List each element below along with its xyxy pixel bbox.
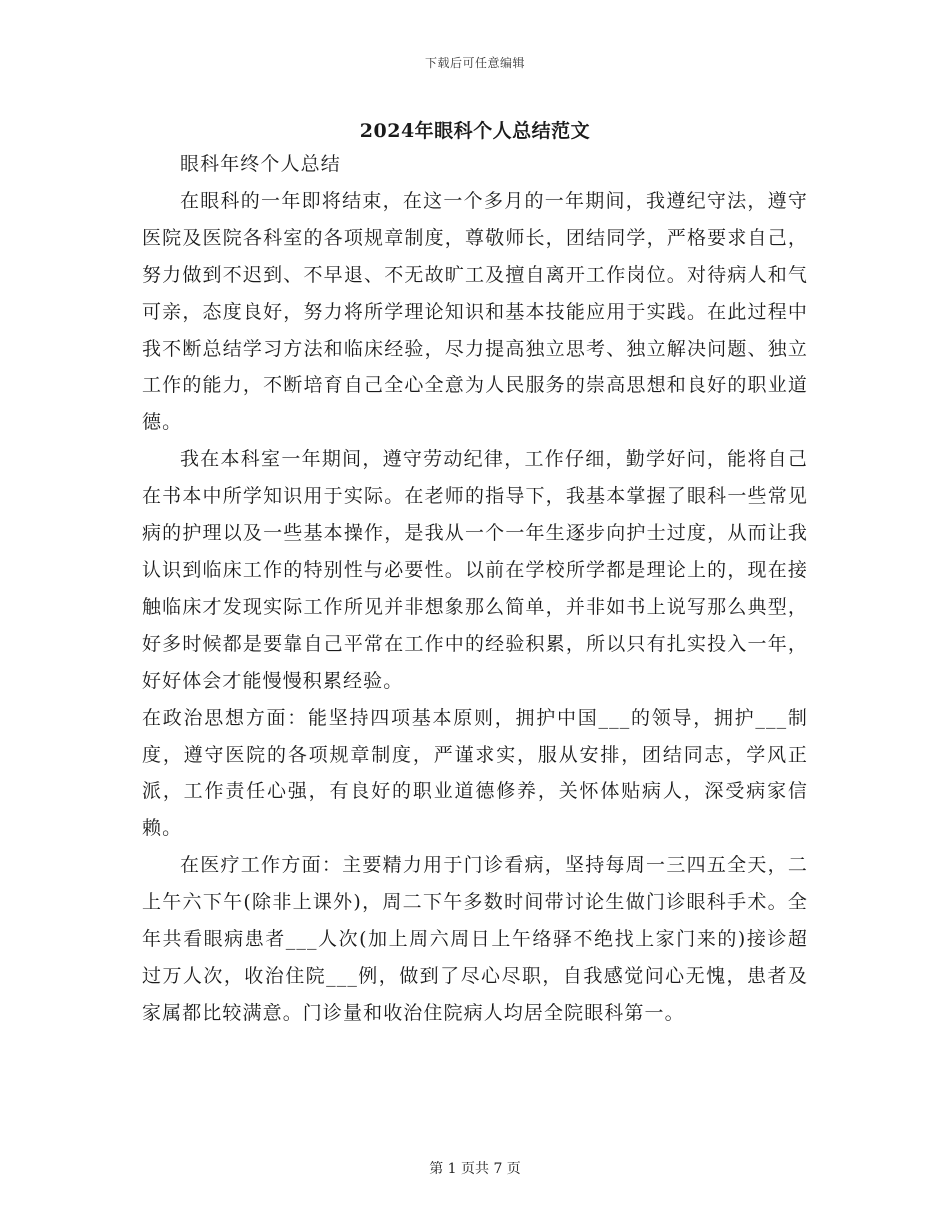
paragraph-2: 我在本科室一年期间，遵守劳动纪律，工作仔细，勤学好问，能将自己在书本中所学知识用于实际。在老师的指导下，我基本掌握了眼科一些常见病的护理以及一些基本操作，是我从一个一年生逐步向护士过度，从而让我认识到临床工作的特别性与必要性。以前在学校所学都是理论上的，现在接触临床才发现实际工作所见并非想象那么简单，并非如书上说写那么典型，好多时候都是要靠自己平常在工作中的经验积累，所以只有扎实投入一年，好好体会才能慢慢积累经验。 [142, 448, 808, 692]
page-number: 第 1 页共 7 页 [429, 1161, 521, 1177]
paragraph-3: 在政治思想方面：能坚持四项基本原则，拥护中国___的领导，拥护___制度，遵守医院的各项规章制度，严谨求实，服从安排，团结同志，学风正派，工作责任心强，有良好的职业道德修养，关怀体贴病人，深受病家信赖。 [142, 706, 808, 840]
document-subtitle: 眼科年终个人总结 [180, 153, 341, 175]
header-note: 下载后可任意编辑 [424, 56, 525, 70]
document-body [142, 146, 808, 1032]
paragraph-4: 在医疗工作方面：主要精力用于门诊看病，坚持每周一三四五全天，二上午六下午(除非上课外)，周二下午多数时间带讨论生做门诊眼科手术。全年共看眼病患者___人次(加上周六周日上午络驿不绝找上家门来的)接诊超过万人次，收治住院___例，做到了尽心尽职，自我感觉问心无愧，患者及家属都比较满意。门诊量和收治住院病人均居全院眼科第一。 [142, 854, 808, 1024]
paragraph-1: 在眼科的一年即将结束，在这一个多月的一年期间，我遵纪守法，遵守医院及医院各科室的各项规章制度，尊敬师长，团结同学，严格要求自己，努力做到不迟到、不早退、不无故旷工及擅自离开工作岗位。对待病人和气可亲，态度良好，努力将所学理论知识和基本技能应用于实践。在此过程中我不断总结学习方法和临床经验，尽力提高独立思考、独立解决问题、独立工作的能力，不断培育自己全心全意为人民服务的崇高思想和良好的职业道德。 [142, 189, 808, 434]
document-title: 2024年眼科个人总结范文 [359, 120, 591, 142]
